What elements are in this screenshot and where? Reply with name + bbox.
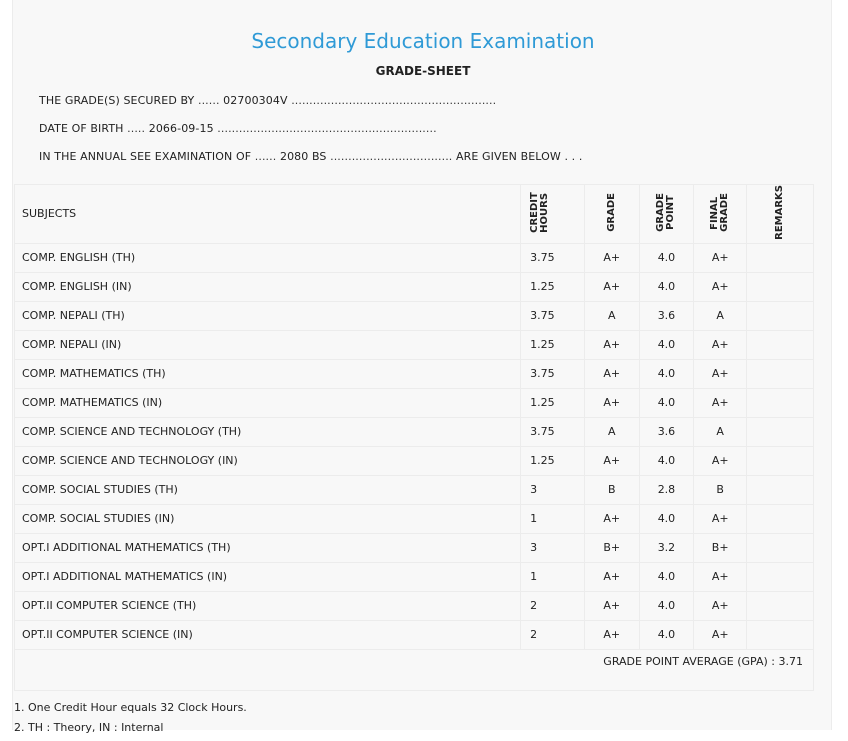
subject-cell: OPT.I ADDITIONAL MATHEMATICS (IN) <box>15 562 521 591</box>
exam-year: 2080 BS <box>279 150 327 163</box>
grade-cell: B+ <box>584 533 639 562</box>
symbol-lead-dots: ...... <box>197 94 220 107</box>
dob-trail-dots: ............................................................. <box>217 122 437 135</box>
info-line-dob <box>39 122 437 135</box>
header-credit-hours: CREDIT HOURS <box>521 185 585 244</box>
exam-title: Secondary Education Examination <box>251 29 595 53</box>
final-grade-cell: A+ <box>694 591 747 620</box>
subject-cell: COMP. ENGLISH (TH) <box>15 243 521 272</box>
gpa-row <box>14 633 814 691</box>
table-row <box>15 330 814 359</box>
remarks-cell <box>747 272 814 301</box>
credit-cell: 1 <box>521 562 585 591</box>
subject-cell: COMP. NEPALI (TH) <box>15 301 521 330</box>
table-row <box>15 243 814 272</box>
table-row <box>15 562 814 591</box>
remarks-cell <box>747 359 814 388</box>
table-row <box>15 446 814 475</box>
credit-cell: 1.25 <box>521 272 585 301</box>
symbol-number: 02700304V <box>223 94 288 107</box>
credit-cell: 1.25 <box>521 330 585 359</box>
grade-cell: A+ <box>584 562 639 591</box>
grade-point-cell: 3.6 <box>639 301 694 330</box>
grade-point-cell: 4.0 <box>639 388 694 417</box>
subject-cell: COMP. SCIENCE AND TECHNOLOGY (IN) <box>15 446 521 475</box>
grade-cell: A <box>584 301 639 330</box>
final-grade-cell: B <box>694 475 747 504</box>
table-row <box>15 504 814 533</box>
grade-cell: A+ <box>584 243 639 272</box>
exam-trail-dots: .................................. <box>330 150 453 163</box>
grades-table <box>14 184 814 650</box>
credit-cell: 2 <box>521 591 585 620</box>
subject-cell: COMP. NEPALI (IN) <box>15 330 521 359</box>
grade-point-cell: 4.0 <box>639 446 694 475</box>
grade-point-cell: 4.0 <box>639 272 694 301</box>
grade-point-cell: 3.6 <box>639 417 694 446</box>
table-row <box>15 475 814 504</box>
grade-point-cell: 4.0 <box>639 562 694 591</box>
symbol-label: THE GRADE(S) SECURED BY <box>39 94 195 107</box>
table-row <box>15 301 814 330</box>
final-grade-cell: A <box>694 301 747 330</box>
credit-cell: 3.75 <box>521 301 585 330</box>
header-final-grade: FINAL GRADE <box>694 185 747 244</box>
footnote-2: 2. TH : Theory, IN : Internal <box>14 721 164 734</box>
subject-cell: COMP. SOCIAL STUDIES (TH) <box>15 475 521 504</box>
subject-cell: COMP. SCIENCE AND TECHNOLOGY (TH) <box>15 417 521 446</box>
exam-lead-dots: ...... <box>254 150 277 163</box>
header-grade: GRADE <box>584 185 639 244</box>
grade-point-cell: 4.0 <box>639 243 694 272</box>
credit-cell: 2 <box>521 620 585 649</box>
credit-cell: 3.75 <box>521 243 585 272</box>
table-row <box>15 533 814 562</box>
grade-cell: A+ <box>584 591 639 620</box>
header-grade-point: GRADE POINT <box>639 185 694 244</box>
final-grade-cell: A+ <box>694 504 747 533</box>
final-grade-cell: A+ <box>694 620 747 649</box>
remarks-cell <box>747 562 814 591</box>
credit-cell: 1.25 <box>521 446 585 475</box>
subject-cell: COMP. MATHEMATICS (IN) <box>15 388 521 417</box>
grade-cell: B <box>584 475 639 504</box>
remarks-cell <box>747 475 814 504</box>
final-grade-cell: A+ <box>694 562 747 591</box>
subject-cell: COMP. ENGLISH (IN) <box>15 272 521 301</box>
final-grade-cell: A+ <box>694 388 747 417</box>
sheet-subtitle: GRADE-SHEET <box>375 64 471 78</box>
grade-cell: A+ <box>584 504 639 533</box>
table-row <box>15 388 814 417</box>
grade-point-cell: 4.0 <box>639 591 694 620</box>
subject-cell: OPT.I ADDITIONAL MATHEMATICS (TH) <box>15 533 521 562</box>
grade-point-cell: 4.0 <box>639 359 694 388</box>
grade-cell: A+ <box>584 330 639 359</box>
credit-cell: 1 <box>521 504 585 533</box>
remarks-cell <box>747 533 814 562</box>
grade-point-cell: 2.8 <box>639 475 694 504</box>
final-grade-cell: B+ <box>694 533 747 562</box>
final-grade-cell: A+ <box>694 359 747 388</box>
grade-cell: A+ <box>584 446 639 475</box>
credit-cell: 3.75 <box>521 359 585 388</box>
gpa-value: GRADE POINT AVERAGE (GPA) : 3.71 <box>603 655 803 668</box>
footnotes <box>14 701 247 741</box>
grade-cell: A+ <box>584 359 639 388</box>
final-grade-cell: A+ <box>694 330 747 359</box>
final-grade-cell: A+ <box>694 272 747 301</box>
subject-cell: OPT.II COMPUTER SCIENCE (TH) <box>15 591 521 620</box>
grade-point-cell: 3.2 <box>639 533 694 562</box>
info-line-symbol <box>39 94 496 107</box>
remarks-cell <box>747 591 814 620</box>
remarks-cell <box>747 504 814 533</box>
grade-point-cell: 4.0 <box>639 330 694 359</box>
dob-lead-dots: ..... <box>127 122 146 135</box>
grade-cell: A+ <box>584 272 639 301</box>
grade-point-cell: 4.0 <box>639 620 694 649</box>
remarks-cell <box>747 446 814 475</box>
subject-cell: OPT.II COMPUTER SCIENCE (IN) <box>15 620 521 649</box>
table-row <box>15 359 814 388</box>
dob-label: DATE OF BIRTH <box>39 122 124 135</box>
remarks-cell <box>747 417 814 446</box>
remarks-cell <box>747 330 814 359</box>
table-row <box>15 272 814 301</box>
table-header-row <box>15 185 814 244</box>
remarks-cell <box>747 301 814 330</box>
exam-label: IN THE ANNUAL SEE EXAMINATION OF <box>39 150 252 163</box>
grade-cell: A+ <box>584 388 639 417</box>
subject-cell: COMP. SOCIAL STUDIES (IN) <box>15 504 521 533</box>
remarks-cell <box>747 243 814 272</box>
grade-point-cell: 4.0 <box>639 504 694 533</box>
grade-cell: A+ <box>584 620 639 649</box>
symbol-trail-dots: ......................................................... <box>291 94 497 107</box>
final-grade-cell: A+ <box>694 446 747 475</box>
header-remarks: REMARKS <box>747 185 814 244</box>
final-grade-cell: A+ <box>694 243 747 272</box>
remarks-cell <box>747 388 814 417</box>
grades-body <box>15 243 814 649</box>
subject-cell: COMP. MATHEMATICS (TH) <box>15 359 521 388</box>
credit-cell: 1.25 <box>521 388 585 417</box>
dob-value: 2066-09-15 <box>148 122 214 135</box>
credit-cell: 3 <box>521 475 585 504</box>
footnote-1: 1. One Credit Hour equals 32 Clock Hours. <box>14 701 247 714</box>
grade-cell: A <box>584 417 639 446</box>
table-row <box>15 591 814 620</box>
table-row <box>15 417 814 446</box>
exam-end-text: ARE GIVEN BELOW . . . <box>456 150 583 163</box>
info-line-exam <box>39 150 582 163</box>
header-subjects: SUBJECTS <box>15 185 521 244</box>
credit-cell: 3 <box>521 533 585 562</box>
credit-cell: 3.75 <box>521 417 585 446</box>
final-grade-cell: A <box>694 417 747 446</box>
